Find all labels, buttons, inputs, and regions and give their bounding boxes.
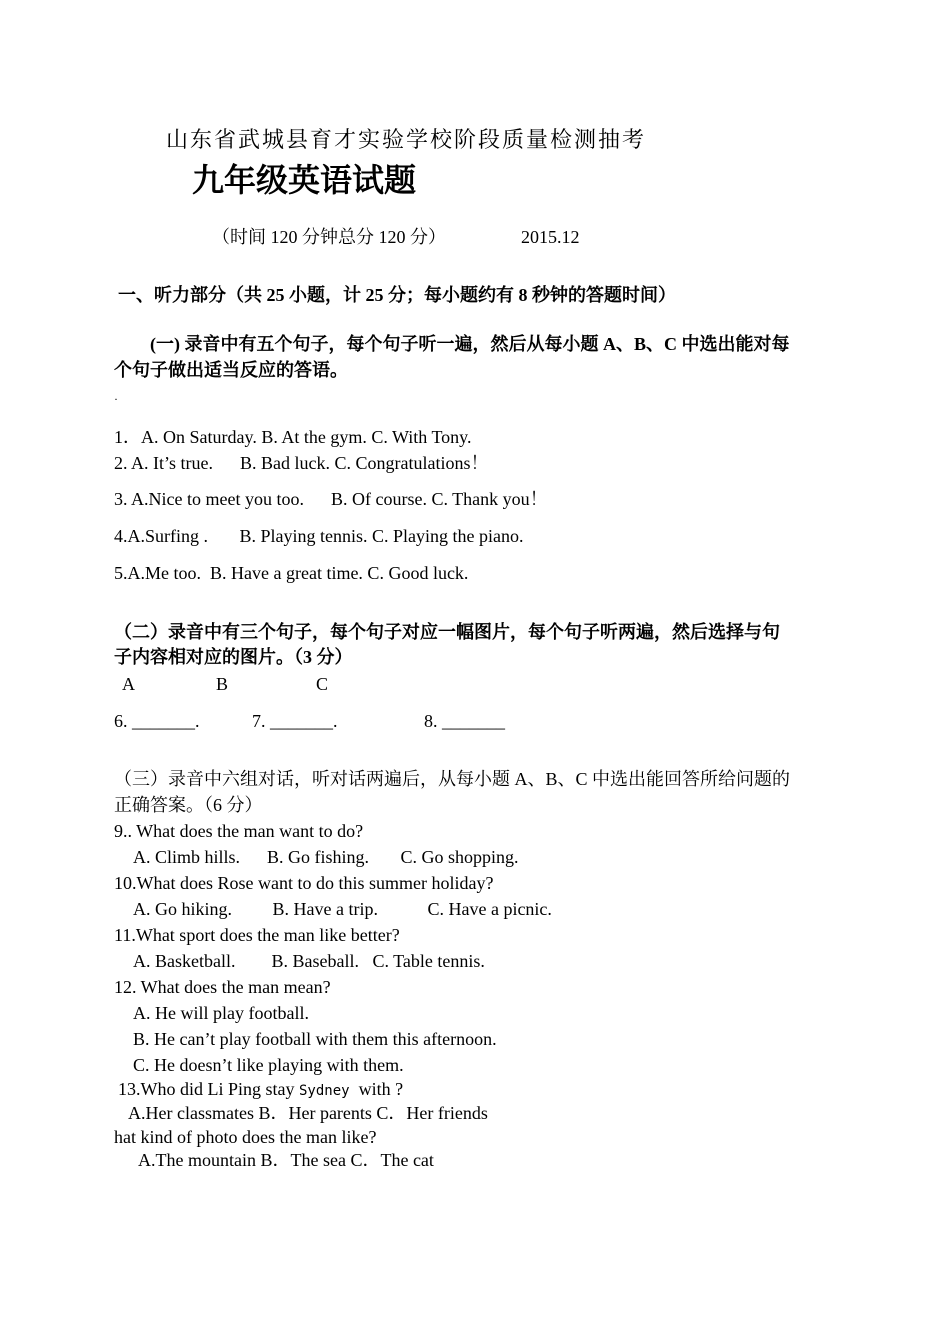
- answer-blank-7: 7. _______.: [252, 711, 338, 731]
- question-11-options: A. Basketball. B. Baseball. C. Table tennis.: [133, 951, 485, 971]
- question-9: 9.. What does the man want to do?: [114, 821, 364, 841]
- answer-blank-8: 8. _______: [424, 711, 505, 731]
- school-name: 山东省武城县育才实验学校阶段质量检测抽考: [166, 127, 647, 152]
- question-10: 10.What does Rose want to do this summer holiday?: [114, 873, 494, 893]
- question-14-options: A.The mountain B．The sea C．The cat: [138, 1150, 434, 1170]
- exam-date: 2015.12: [521, 227, 580, 247]
- question-13-place: Sydney: [299, 1083, 350, 1099]
- question-12-option-c: C. He doesn’t like playing with them.: [133, 1055, 404, 1075]
- question-12-option-a: A. He will play football.: [133, 1003, 309, 1023]
- subsection-1-instruction-cont: 个句子做出适当反应的答语。: [114, 360, 348, 380]
- subsection-3-instruction-cont: 正确答案。（6 分）: [114, 795, 263, 815]
- question-4: 4.A.Surfing . B. Playing tennis. C. Playing the piano.: [114, 526, 524, 546]
- answer-blank-6: 6. _______.: [114, 711, 200, 731]
- exam-title: 九年级英语试题: [192, 162, 417, 198]
- exam-meta: （时间 120 分钟总分 120 分）: [212, 227, 446, 247]
- picture-label-b: B: [216, 674, 229, 694]
- picture-label-a: A: [122, 674, 135, 694]
- question-14: hat kind of photo does the man like?: [114, 1127, 377, 1147]
- question-5: 5.A.Me too. B. Have a great time. C. Good luck.: [114, 563, 469, 583]
- picture-label-c: C: [316, 674, 329, 694]
- question-11: 11.What sport does the man like better?: [114, 925, 400, 945]
- question-13: [118, 1078, 403, 1102]
- question-3: 3. A.Nice to meet you too. B. Of course. C. Thank you！: [114, 489, 548, 509]
- section-heading-listening: 一、听力部分（共 25 小题，计 25 分；每小题约有 8 秒钟的答题时间）: [118, 285, 676, 305]
- subsection-2-instruction: （二）录音中有三个句子，每个句子对应一幅图片，每个句子听两遍，然后选择与句: [114, 622, 780, 642]
- question-9-options: A. Climb hills. B. Go fishing. C. Go shopping.: [133, 847, 519, 867]
- stray-dot: ·: [114, 392, 118, 406]
- subsection-3-instruction: （三）录音中六组对话，听对话两遍后，从每小题 A、B、C 中选出能回答所给问题的: [114, 769, 791, 789]
- question-2: 2. A. It’s true. B. Bad luck. C. Congratulations！: [114, 453, 489, 473]
- subsection-2-instruction-cont: 子内容相对应的图片。（3 分）: [114, 647, 353, 667]
- question-13-text: 13.Who did Li Ping stay: [118, 1079, 299, 1099]
- question-12: 12. What does the man mean?: [114, 977, 331, 997]
- question-12-option-b: B. He can’t play football with them this afternoon.: [133, 1029, 497, 1049]
- subsection-1-instruction: (一) 录音中有五个句子，每个句子听一遍，然后从每小题 A、B、C 中选出能对每: [150, 334, 790, 354]
- question-13-options: A.Her classmates B．Her parents C．Her friends: [128, 1103, 488, 1123]
- question-10-options: A. Go hiking. B. Have a trip. C. Have a picnic.: [133, 899, 552, 919]
- question-1: 1．A. On Saturday. B. At the gym. C. With Tony.: [114, 427, 472, 447]
- question-13-end: with ?: [349, 1079, 404, 1099]
